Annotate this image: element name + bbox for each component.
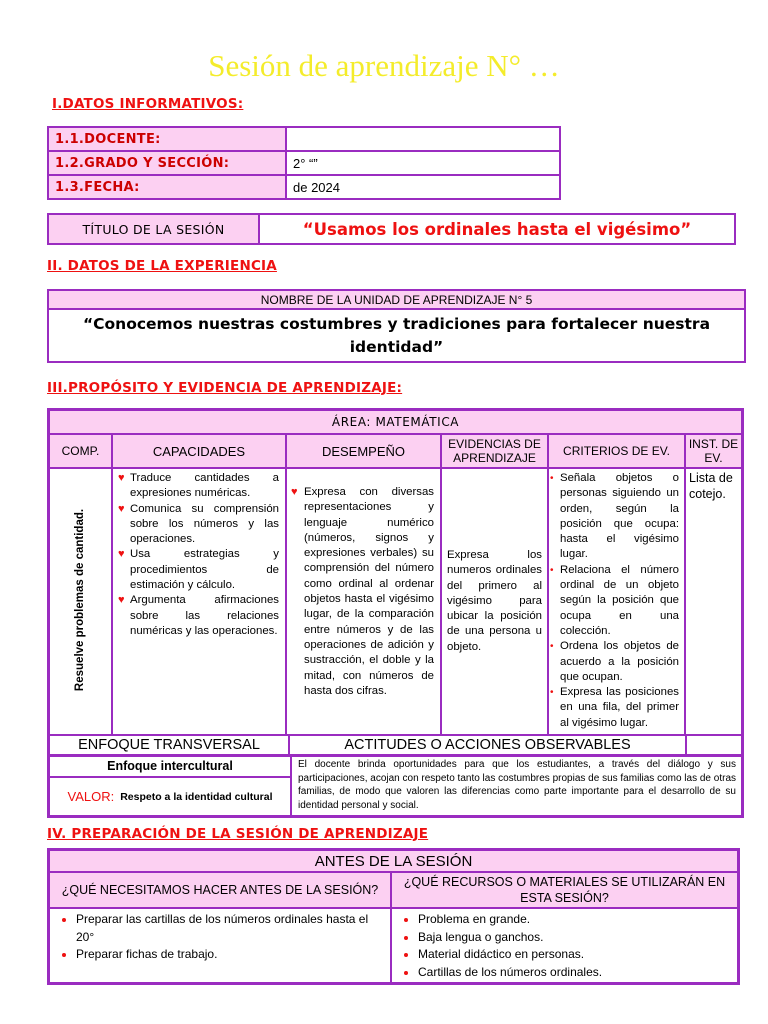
list-item: ♥ Comunica su comprensión sobre los números y las operaciones. [118,502,279,546]
antes-list [50,911,382,964]
criterios-cell [548,468,685,735]
capacidades-cell [112,468,286,735]
header-criterios: CRITERIOS DE EV. [548,434,685,468]
evidencias-text: Expresa los numeros ordinales del primero al vigésimo para ubicar la posición de una persona u objeto. [447,548,542,653]
header-evidencias: EVIDENCIAS DE APRENDIZAJE [441,434,548,468]
fecha-value: de 2024 [286,175,560,199]
bullet-icon: • [550,687,554,699]
heart-icon: ♥ [118,502,125,515]
heart-icon: ♥ [118,472,125,484]
header-desempeno: DESEMPEÑO [286,434,441,468]
heart-icon: ♥ [118,548,125,561]
list-item: • Material didáctico en personas. [418,946,737,964]
bullet-icon: • [550,564,554,576]
header-inst: INST. DE EV. [685,434,742,468]
section-heading-preparacion: IV. PREPARACIÓN DE LA SESIÓN DE APRENDIZAJE [47,826,429,842]
table-row [48,151,560,175]
actitudes-header: ACTITUDES O ACCIONES OBSERVABLES [289,735,686,755]
competencia-text: Resuelve problemas de cantidad. [74,508,86,692]
heart-icon: ♥ [291,486,298,498]
valor-label: VALOR: [67,789,115,804]
section-heading-experiencia: II. DATOS DE LA EXPERIENCIA [47,258,277,274]
header-capacidades: CAPACIDADES [112,434,286,468]
recursos-cell [391,908,738,983]
header-comp: COMP. [49,434,112,468]
enfoque-name: Enfoque intercultural [49,755,291,777]
docente-label: 1.1.DOCENTE: [48,127,286,151]
list-item: • Preparar las cartillas de los números ordinales hasta el 20° [76,911,382,946]
list-item: • Señala objetos o personas siguiendo un orden, según la posición que ocupa: hasta el vigésimo lugar. [550,472,679,561]
valor-cell [49,777,291,816]
list-item: • Preparar fichas de trabajo. [76,946,382,964]
enfoque-body [47,755,744,818]
session-title-label: TÍTULO DE LA SESIÓN [49,215,260,243]
bullet-icon: • [550,473,554,484]
grado-label: 1.2.GRADO Y SECCIÓN: [48,151,286,175]
heart-icon: ♥ [118,594,125,607]
list-item: ♥ Usa estrategias y procedimientos de estimación y cálculo. [118,548,279,592]
table-row [48,127,560,151]
datos-informativos-table [47,126,561,200]
question-recursos: ¿QUÉ RECURSOS O MATERIALES SE UTILIZARÁN EN ESTA SESIÓN? [391,872,738,908]
blank-cell [686,735,742,755]
list-item: ♥ Argumenta afirmaciones sobre las relaciones numéricas y las operaciones. [118,594,279,637]
bullet-icon: • [550,641,554,653]
unit-name: “Conocemos nuestras costumbres y tradiciones para fortalecer nuestra identidad” [82,315,711,356]
grado-value: 2° “” [286,151,560,175]
antes-header: ANTES DE LA SESIÓN [49,850,738,872]
antes-cell [49,908,391,983]
enfoque-header: ENFOQUE TRANSVERSAL [49,735,289,755]
section-heading-datos: I.DATOS INFORMATIVOS: [52,96,244,112]
list-item: • Expresa las posiciones en una fila, del primer al vigésimo lugar. [550,686,679,729]
list-item: • Problema en grande. [418,911,737,929]
list-item: • Ordena los objetos de acuerdo a la posición que ocupan. [550,640,679,683]
question-antes: ¿QUÉ NECESITAMOS HACER ANTES DE LA SESIÓN? [49,872,391,908]
desempeno-cell [286,468,441,735]
experiencia-box [47,289,746,363]
preparacion-table [47,848,740,985]
fecha-label: 1.3.FECHA: [48,175,286,199]
list-item: • Relaciona el número ordinal de un objeto según la posición que ocupa en una colección. [550,563,679,637]
evidencias-cell [441,468,548,735]
docente-value [286,127,560,151]
proposito-table [47,408,744,757]
criterios-list [550,471,679,731]
instrumento-cell [685,468,742,735]
desempeno-list [291,485,434,699]
recursos-list [392,911,737,981]
list-item: ♥ Traduce cantidades a expresiones numéricas. [118,472,279,500]
area-header: ÁREA: MATEMÁTICA [49,410,742,434]
competencia-cell [49,468,112,735]
session-title-box [47,213,736,245]
list-item: • Baja lengua o ganchos. [418,929,737,947]
valor-value: Respeto a la identidad cultural [120,790,273,803]
capacidades-list [118,471,279,639]
session-title-value: “Usamos los ordinales hasta el vigésimo” [302,219,692,239]
unit-header: NOMBRE DE LA UNIDAD DE APRENDIZAJE N° 5 [49,291,744,310]
list-item: • Cartillas de los números ordinales. [418,964,737,982]
actitudes-text: El docente brinda oportunidades para que los estudiantes, a través del diálogo y sus participaciones, acojan con respeto tanto las costumbres propias de sus familias como las de otras familias, de modo que valoren las diferencias como parte importante para el desarrollo de su identidad personal y social. [291,755,742,816]
page-title: Sesión de aprendizaje N° … [208,48,560,83]
table-row [48,175,560,199]
section-heading-proposito: III.PROPÓSITO Y EVIDENCIA DE APRENDIZAJE: [47,380,403,396]
list-item: ♥ Expresa con diversas representaciones y lenguaje numérico (números, signos y expresiones verbales) su comprensión del número como ordinal al ordenar objetos hasta el vigésimo lugar, de la comparación entre números y de las operaciones de adición y sustracción, el doble y la mitad, con números de hasta dos cifras. [291,486,434,697]
instrumento-text: Lista de cotejo. [689,471,733,501]
